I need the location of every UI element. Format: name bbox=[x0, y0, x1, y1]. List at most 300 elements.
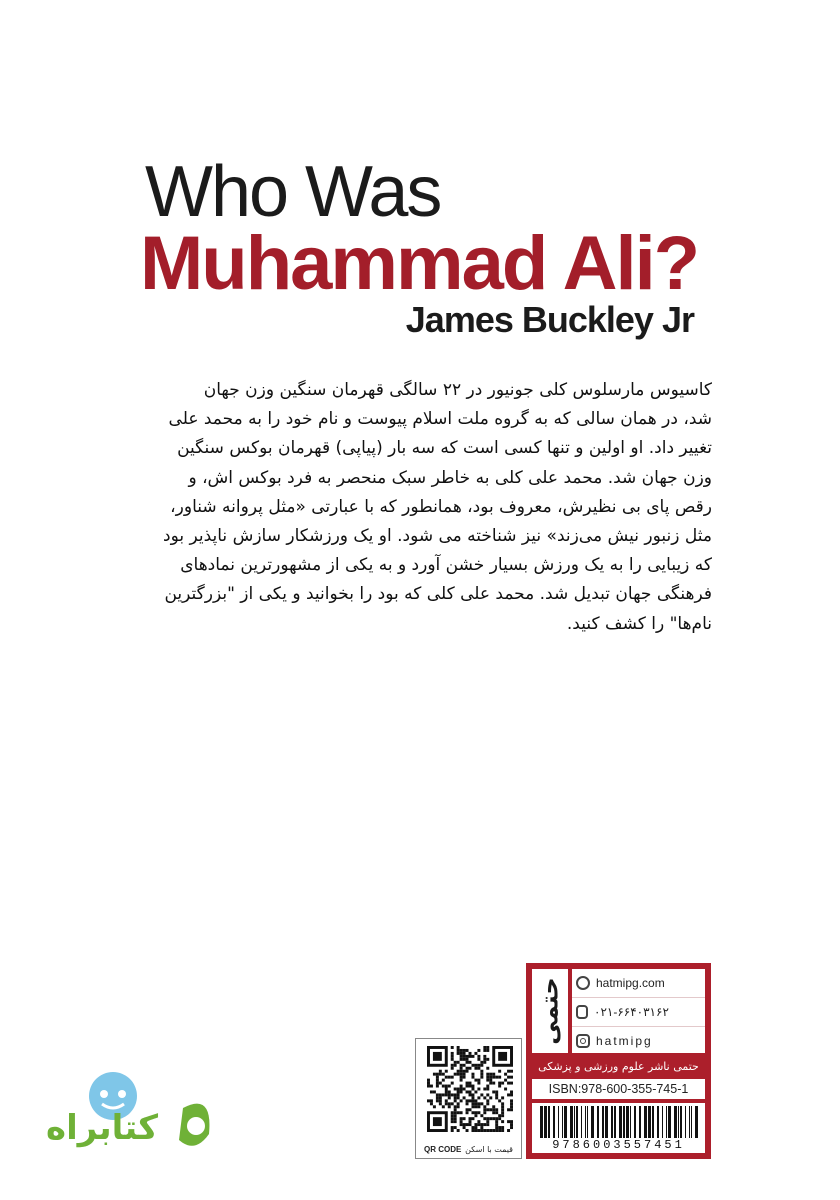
barcode-bar bbox=[611, 1106, 613, 1138]
qr-module bbox=[483, 1046, 486, 1049]
qr-module bbox=[457, 1088, 460, 1091]
qr-module bbox=[454, 1117, 457, 1120]
qr-module bbox=[510, 1082, 513, 1085]
qr-module bbox=[501, 1102, 504, 1105]
qr-finder bbox=[433, 1117, 442, 1126]
qr-module bbox=[486, 1076, 489, 1079]
qr-module bbox=[498, 1099, 501, 1102]
qr-module bbox=[430, 1090, 433, 1093]
qr-module bbox=[460, 1076, 463, 1079]
qr-module bbox=[510, 1108, 513, 1111]
qr-module bbox=[510, 1090, 513, 1093]
qr-module bbox=[474, 1114, 477, 1117]
qr-module bbox=[486, 1088, 489, 1091]
qr-code[interactable] bbox=[427, 1046, 513, 1132]
qr-module bbox=[469, 1055, 472, 1058]
qr-module bbox=[460, 1090, 463, 1093]
qr-module bbox=[495, 1126, 498, 1129]
qr-module bbox=[471, 1129, 474, 1132]
qr-module bbox=[471, 1088, 474, 1091]
qr-module bbox=[486, 1067, 489, 1070]
qr-module bbox=[486, 1102, 489, 1105]
qr-module bbox=[445, 1093, 448, 1096]
qr-module bbox=[471, 1111, 474, 1114]
qr-module bbox=[486, 1117, 489, 1120]
qr-module bbox=[510, 1105, 513, 1108]
qr-module bbox=[448, 1102, 451, 1105]
qr-module bbox=[448, 1076, 451, 1079]
qr-module bbox=[486, 1108, 489, 1111]
qr-module bbox=[460, 1064, 463, 1067]
qr-module bbox=[492, 1076, 495, 1079]
qr-module bbox=[501, 1111, 504, 1114]
qr-module bbox=[469, 1123, 472, 1126]
qr-module bbox=[463, 1088, 466, 1091]
qr-module bbox=[474, 1067, 477, 1070]
barcode-bar bbox=[562, 1106, 563, 1138]
qr-module bbox=[466, 1061, 469, 1064]
qr-module bbox=[463, 1076, 466, 1079]
qr-module bbox=[492, 1117, 495, 1120]
title-muhammad-ali: Muhammad Ali? bbox=[140, 221, 699, 306]
qr-module bbox=[427, 1085, 430, 1088]
qr-module bbox=[457, 1111, 460, 1114]
qr-module bbox=[466, 1099, 469, 1102]
qr-module bbox=[469, 1085, 472, 1088]
qr-module bbox=[471, 1099, 474, 1102]
qr-module bbox=[445, 1070, 448, 1073]
qr-module bbox=[483, 1049, 486, 1052]
qr-module bbox=[466, 1070, 469, 1073]
qr-module bbox=[427, 1079, 430, 1082]
qr-module bbox=[477, 1049, 480, 1052]
qr-module bbox=[510, 1099, 513, 1102]
qr-module bbox=[451, 1117, 454, 1120]
qr-module bbox=[451, 1046, 454, 1049]
qr-module bbox=[469, 1117, 472, 1120]
blurb-line: شد، در همان سالی که به گروه ملت اسلام پیوست و نام خود را به محمد علی bbox=[168, 409, 712, 430]
qr-module bbox=[460, 1088, 463, 1091]
qr-module bbox=[454, 1126, 457, 1129]
qr-module bbox=[471, 1117, 474, 1120]
qr-module bbox=[480, 1102, 483, 1105]
qr-module bbox=[486, 1049, 489, 1052]
qr-module bbox=[486, 1073, 489, 1076]
qr-module bbox=[495, 1090, 498, 1093]
qr-module bbox=[466, 1123, 469, 1126]
qr-module bbox=[469, 1061, 472, 1064]
qr-module bbox=[442, 1073, 445, 1076]
qr-module bbox=[498, 1070, 501, 1073]
barcode-bar bbox=[614, 1106, 616, 1138]
qr-module bbox=[439, 1096, 442, 1099]
qr-module bbox=[451, 1064, 454, 1067]
barcode-bar bbox=[574, 1106, 575, 1138]
blurb-line: مثل زنبور نیش می‌زند» نیز شناخته می شود. او یک ورزشکار سازش ناپذیر بود bbox=[163, 526, 712, 547]
qr-module bbox=[430, 1099, 433, 1102]
qr-module bbox=[510, 1093, 513, 1096]
qr-module bbox=[457, 1052, 460, 1055]
qr-module bbox=[471, 1096, 474, 1099]
blurb-line: تغییر داد. او اولین و تنها کسی است که سه بار (پیاپی) قهرمان بوکس سنگین bbox=[177, 438, 712, 459]
barcode-bar bbox=[544, 1106, 547, 1138]
qr-module bbox=[498, 1126, 501, 1129]
qr-module bbox=[501, 1096, 504, 1099]
qr-module bbox=[474, 1102, 477, 1105]
qr-module bbox=[498, 1129, 501, 1132]
qr-module bbox=[463, 1049, 466, 1052]
qr-module bbox=[492, 1111, 495, 1114]
qr-module bbox=[442, 1079, 445, 1082]
qr-module bbox=[483, 1117, 486, 1120]
qr-module bbox=[451, 1102, 454, 1105]
qr-module bbox=[492, 1108, 495, 1111]
qr-module bbox=[489, 1073, 492, 1076]
qr-module bbox=[439, 1073, 442, 1076]
barcode-bar bbox=[674, 1106, 677, 1138]
qr-module bbox=[457, 1090, 460, 1093]
qr-module bbox=[477, 1088, 480, 1091]
qr-module bbox=[477, 1055, 480, 1058]
qr-module bbox=[436, 1085, 439, 1088]
qr-module bbox=[486, 1085, 489, 1088]
qr-module bbox=[486, 1099, 489, 1102]
qr-module bbox=[477, 1096, 480, 1099]
qr-module bbox=[454, 1120, 457, 1123]
qr-module bbox=[486, 1093, 489, 1096]
qr-module bbox=[483, 1096, 486, 1099]
qr-module bbox=[510, 1123, 513, 1126]
qr-module bbox=[460, 1079, 463, 1082]
qr-module bbox=[507, 1093, 510, 1096]
barcode-bar bbox=[585, 1106, 586, 1138]
qr-module bbox=[483, 1055, 486, 1058]
qr-module bbox=[442, 1085, 445, 1088]
barcode-digits: 9786003557451 bbox=[532, 1138, 705, 1152]
qr-module bbox=[498, 1117, 501, 1120]
qr-module bbox=[457, 1093, 460, 1096]
publisher-contact bbox=[572, 969, 705, 1053]
qr-module bbox=[463, 1126, 466, 1129]
barcode-bar bbox=[689, 1106, 690, 1138]
qr-module bbox=[477, 1058, 480, 1061]
qr-module bbox=[457, 1102, 460, 1105]
barcode-bar bbox=[597, 1106, 599, 1138]
qr-module bbox=[448, 1093, 451, 1096]
publisher-name: حتمی ناشر علوم ورزشی و پزشکی bbox=[538, 1060, 699, 1073]
qr-module bbox=[451, 1093, 454, 1096]
qr-module bbox=[427, 1082, 430, 1085]
qr-module bbox=[483, 1123, 486, 1126]
qr-module bbox=[507, 1076, 510, 1079]
qr-module bbox=[489, 1129, 492, 1132]
blurb-line: نام‌ها" را کشف کنید. bbox=[566, 613, 712, 634]
qr-module bbox=[448, 1090, 451, 1093]
qr-module bbox=[460, 1085, 463, 1088]
qr-module bbox=[460, 1099, 463, 1102]
qr-module bbox=[471, 1105, 474, 1108]
qr-module bbox=[507, 1070, 510, 1073]
qr-module bbox=[474, 1123, 477, 1126]
qr-module bbox=[436, 1082, 439, 1085]
instagram-text: hatmipg bbox=[596, 1034, 653, 1048]
qr-module bbox=[504, 1088, 507, 1091]
qr-module bbox=[451, 1055, 454, 1058]
qr-module bbox=[492, 1129, 495, 1132]
qr-module bbox=[427, 1099, 430, 1102]
qr-module bbox=[466, 1129, 469, 1132]
qr-module bbox=[466, 1055, 469, 1058]
website-row[interactable] bbox=[572, 969, 705, 998]
qr-module bbox=[457, 1046, 460, 1049]
qr-module bbox=[469, 1093, 472, 1096]
qr-module bbox=[477, 1064, 480, 1067]
barcode-bar bbox=[630, 1106, 631, 1138]
qr-module bbox=[439, 1082, 442, 1085]
qr-module bbox=[442, 1093, 445, 1096]
barcode-bar bbox=[685, 1106, 686, 1138]
barcode-bar bbox=[623, 1106, 625, 1138]
blurb-line: وزن جهان شد. محمد علی کلی به خاطر سبک منحصر به فرد بوکس اش، و bbox=[188, 467, 712, 488]
qr-module bbox=[495, 1129, 498, 1132]
qr-module bbox=[498, 1085, 501, 1088]
phone-icon bbox=[576, 1005, 588, 1019]
qr-module bbox=[480, 1064, 483, 1067]
qr-module bbox=[471, 1073, 474, 1076]
barcode-bar bbox=[576, 1106, 578, 1138]
qr-module bbox=[430, 1085, 433, 1088]
qr-module bbox=[501, 1129, 504, 1132]
qr-module bbox=[486, 1120, 489, 1123]
blurb-line: کاسیوس مارسلوس کلی جونیور در ۲۲ سالگی قهرمان سنگین وزن جهان bbox=[203, 380, 712, 400]
qr-module bbox=[483, 1129, 486, 1132]
qr-module bbox=[442, 1105, 445, 1108]
barcode-bar bbox=[662, 1106, 663, 1138]
publisher-logo bbox=[532, 969, 568, 1053]
qr-module bbox=[480, 1070, 483, 1073]
qr-module bbox=[436, 1093, 439, 1096]
qr-module bbox=[489, 1079, 492, 1082]
qr-module bbox=[457, 1096, 460, 1099]
barcode-bar bbox=[678, 1106, 679, 1138]
qr-module bbox=[480, 1114, 483, 1117]
qr-module bbox=[495, 1096, 498, 1099]
blurb-line: فرهنگی جهان تبدیل شد. محمد علی کلی که بود را بخوانید و یکی از "بزرگترین bbox=[164, 584, 712, 605]
qr-module bbox=[460, 1117, 463, 1120]
qr-module bbox=[501, 1114, 504, 1117]
qr-module bbox=[474, 1090, 477, 1093]
qr-module bbox=[474, 1052, 477, 1055]
qr-module bbox=[501, 1120, 504, 1123]
qr-module bbox=[501, 1082, 504, 1085]
qr-module bbox=[433, 1073, 436, 1076]
barcode-bar bbox=[587, 1106, 588, 1138]
qr-module bbox=[489, 1082, 492, 1085]
qr-module bbox=[445, 1090, 448, 1093]
qr-module bbox=[460, 1073, 463, 1076]
barcode-bar bbox=[680, 1106, 682, 1138]
blurb-line: رقص پای بی نظیرش، معروف بود، همانطور که با عبارتی «مثل پروانه شناور، bbox=[170, 496, 712, 517]
qr-module bbox=[451, 1114, 454, 1117]
qr-module bbox=[495, 1076, 498, 1079]
blurb-text bbox=[130, 376, 712, 639]
qr-module bbox=[445, 1088, 448, 1091]
qr-module bbox=[477, 1082, 480, 1085]
qr-module bbox=[501, 1105, 504, 1108]
qr-module bbox=[471, 1085, 474, 1088]
barcode-bar bbox=[553, 1106, 555, 1138]
qr-module bbox=[477, 1111, 480, 1114]
qr-module bbox=[477, 1102, 480, 1105]
qr-module bbox=[510, 1076, 513, 1079]
qr-module bbox=[495, 1108, 498, 1111]
qr-module bbox=[480, 1126, 483, 1129]
qr-module bbox=[466, 1082, 469, 1085]
qr-module bbox=[483, 1088, 486, 1091]
qr-module bbox=[477, 1105, 480, 1108]
qr-module bbox=[507, 1108, 510, 1111]
qr-module bbox=[471, 1076, 474, 1079]
qr-module bbox=[507, 1129, 510, 1132]
barcode-bar bbox=[668, 1106, 671, 1138]
barcode-bar bbox=[602, 1106, 604, 1138]
barcode-bar bbox=[626, 1106, 629, 1138]
barcode-bar bbox=[548, 1106, 550, 1138]
qr-module bbox=[457, 1105, 460, 1108]
author-name: James Buckley Jr bbox=[405, 299, 694, 340]
qr-module bbox=[477, 1129, 480, 1132]
barcode-bar bbox=[652, 1106, 654, 1138]
qr-module bbox=[463, 1058, 466, 1061]
qr-module bbox=[436, 1076, 439, 1079]
qr-module bbox=[495, 1117, 498, 1120]
qr-module bbox=[504, 1073, 507, 1076]
barcode-bar bbox=[540, 1106, 543, 1138]
qr-module bbox=[454, 1111, 457, 1114]
qr-module bbox=[498, 1082, 501, 1085]
qr-module bbox=[469, 1067, 472, 1070]
qr-module bbox=[480, 1076, 483, 1079]
qr-module bbox=[469, 1082, 472, 1085]
qr-module bbox=[457, 1073, 460, 1076]
qr-module bbox=[489, 1108, 492, 1111]
qr-module bbox=[463, 1073, 466, 1076]
phone-text: ۰۲۱-۶۶۴۰۳۱۶۲ bbox=[594, 1005, 669, 1019]
qr-module bbox=[451, 1126, 454, 1129]
qr-module bbox=[480, 1061, 483, 1064]
publisher-logo-text: حتمی bbox=[536, 977, 564, 1045]
qr-module bbox=[477, 1120, 480, 1123]
qr-module bbox=[454, 1114, 457, 1117]
publisher-panel bbox=[526, 963, 711, 1159]
qr-module bbox=[483, 1105, 486, 1108]
qr-module bbox=[471, 1093, 474, 1096]
qr-module bbox=[510, 1070, 513, 1073]
qr-module bbox=[454, 1088, 457, 1091]
qr-module bbox=[507, 1082, 510, 1085]
qr-module bbox=[454, 1064, 457, 1067]
qr-module bbox=[474, 1064, 477, 1067]
qr-module bbox=[445, 1102, 448, 1105]
qr-module bbox=[495, 1123, 498, 1126]
qr-module bbox=[486, 1129, 489, 1132]
qr-module bbox=[445, 1099, 448, 1102]
qr-module bbox=[451, 1120, 454, 1123]
qr-module bbox=[457, 1129, 460, 1132]
qr-module bbox=[504, 1079, 507, 1082]
qr-module bbox=[439, 1093, 442, 1096]
barcode-bar bbox=[570, 1106, 573, 1138]
qr-module bbox=[486, 1123, 489, 1126]
barcode-bar bbox=[644, 1106, 647, 1138]
qr-module bbox=[454, 1073, 457, 1076]
barcode-bar bbox=[695, 1106, 698, 1138]
qr-module bbox=[466, 1111, 469, 1114]
qr-module bbox=[466, 1058, 469, 1061]
qr-module bbox=[498, 1076, 501, 1079]
qr-module bbox=[495, 1111, 498, 1114]
qr-module bbox=[495, 1093, 498, 1096]
qr-module bbox=[498, 1114, 501, 1117]
instagram-row[interactable] bbox=[572, 1027, 705, 1055]
qr-module bbox=[466, 1049, 469, 1052]
qr-module bbox=[436, 1073, 439, 1076]
qr-module bbox=[471, 1102, 474, 1105]
qr-module bbox=[457, 1061, 460, 1064]
barcode-bar bbox=[657, 1106, 659, 1138]
qr-module bbox=[445, 1076, 448, 1079]
qr-module bbox=[454, 1099, 457, 1102]
qr-module bbox=[460, 1055, 463, 1058]
barcode-bar bbox=[619, 1106, 622, 1138]
qr-module bbox=[457, 1070, 460, 1073]
qr-module bbox=[466, 1108, 469, 1111]
qr-module bbox=[436, 1096, 439, 1099]
isbn-barcode bbox=[532, 1103, 705, 1153]
qr-module bbox=[486, 1079, 489, 1082]
qr-finder bbox=[433, 1052, 442, 1061]
qr-module bbox=[480, 1093, 483, 1096]
qr-module bbox=[451, 1111, 454, 1114]
qr-module bbox=[436, 1079, 439, 1082]
globe-icon bbox=[576, 976, 590, 990]
qr-module bbox=[460, 1052, 463, 1055]
qr-module bbox=[489, 1096, 492, 1099]
qr-module bbox=[460, 1111, 463, 1114]
qr-module bbox=[471, 1064, 474, 1067]
barcode-bar bbox=[666, 1106, 667, 1138]
watermark-text: کتابراه bbox=[46, 1108, 159, 1148]
qr-module bbox=[486, 1058, 489, 1061]
qr-module bbox=[477, 1067, 480, 1070]
barcode-bar bbox=[605, 1106, 608, 1138]
blurb-line: که زیبایی را به یک ورزش بسیار خشن آورد و به یکی از مشهورترین نمادهای bbox=[180, 555, 712, 576]
qr-module bbox=[454, 1061, 457, 1064]
qr-module bbox=[469, 1120, 472, 1123]
barcode-bar bbox=[691, 1106, 692, 1138]
qr-module bbox=[474, 1105, 477, 1108]
qr-module bbox=[463, 1052, 466, 1055]
qr-module bbox=[463, 1096, 466, 1099]
qr-module bbox=[501, 1126, 504, 1129]
qr-module bbox=[469, 1090, 472, 1093]
qr-module bbox=[463, 1123, 466, 1126]
qr-module bbox=[469, 1108, 472, 1111]
qr-module bbox=[451, 1129, 454, 1132]
watermark-logo bbox=[38, 1068, 218, 1160]
qr-module bbox=[483, 1061, 486, 1064]
qr-module bbox=[474, 1129, 477, 1132]
